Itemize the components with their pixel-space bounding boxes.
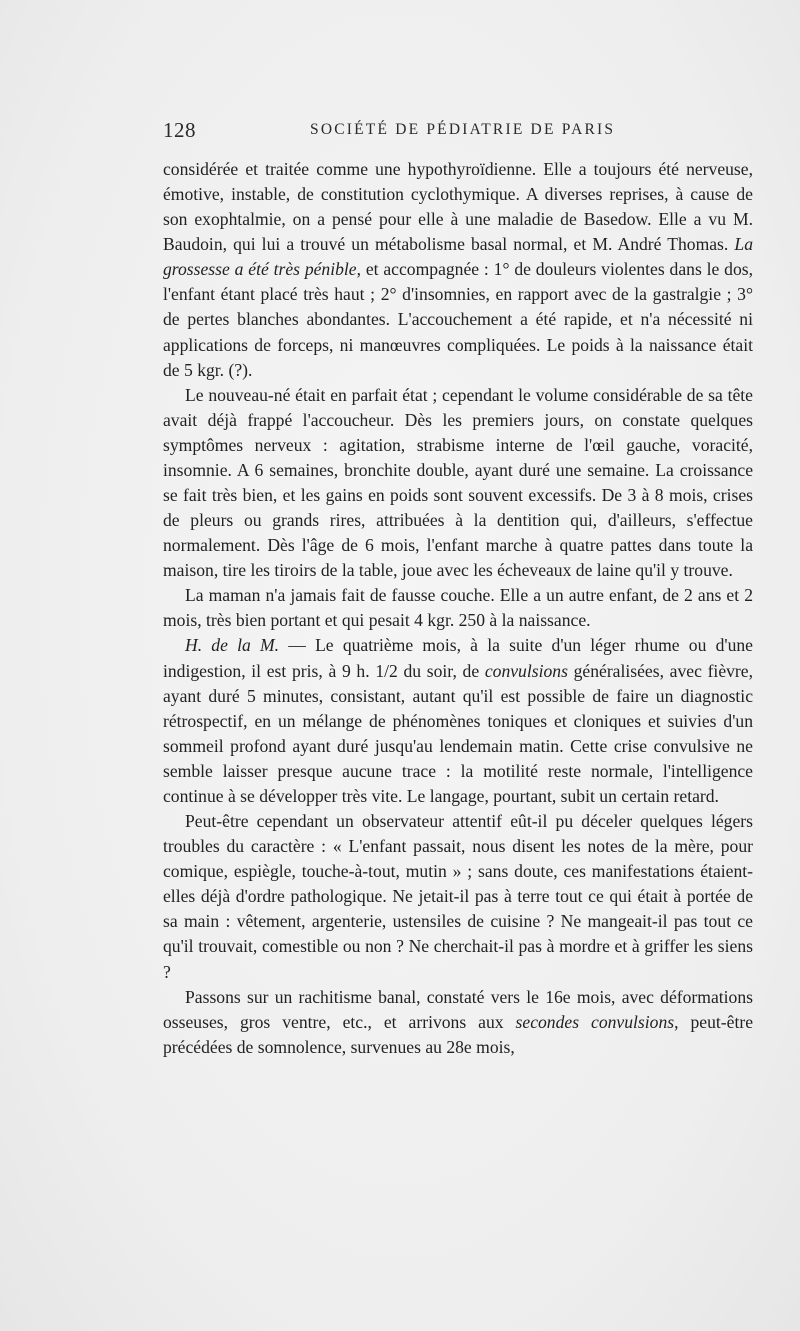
text-segment: — Le quatrième mois, à la suite d'un léger rhume ou d'une indigestion, il est pris, à 9 h. 1/2 du soir, de bbox=[163, 635, 753, 681]
text-segment: , peut-être précédées de somnolence, survenues au 28e mois, bbox=[163, 1011, 753, 1057]
italic-segment: H. de la M. bbox=[185, 635, 280, 656]
text-segment: La maman n'a jamais fait de fausse couche. Elle a un autre enfant, de 2 ans et 2 mois, très bien portant et qui pesait 4 kgr. 250 à la naissance. bbox=[163, 585, 753, 631]
body-text bbox=[163, 157, 753, 1060]
paragraph bbox=[163, 583, 753, 633]
paragraph bbox=[163, 985, 753, 1060]
page-header bbox=[163, 118, 753, 146]
italic-segment: La grossesse a été très pénible bbox=[163, 234, 753, 280]
text-segment: considérée et traitée comme une hypothyroïdienne. Elle a toujours été nerveuse, émotive, instable, de constitution cyclothymique. A diverses reprises, à cause de son exophtalmie, on a pensé pour elle à une maladie de Basedow. Elle a vu M. Baudoin, qui lui a trouvé un métabolisme basal normal, et M. André Thomas. bbox=[163, 159, 753, 255]
text-segment: Peut-être cependant un observateur attentif eût-il pu déceler quelques légers troubles du caractère : « L'enfant passait, nous disent les notes de la mère, pour comique, espiègle, touche-à-tout, mutin » ; sans doute, ces manifestations étaient-elles déjà d'ordre pathologique. Ne jetait-il pas à terre tout ce qui était à portée de sa main : vêtement, argenterie, ustensiles de cuisine ? Ne mangeait-il pas tout ce qu'il trouvait, comestible ou non ? Ne cherchait-il pas à mordre et à griffer les siens ? bbox=[163, 811, 753, 982]
italic-segment: convulsions bbox=[484, 660, 568, 681]
text-segment: Le nouveau-né était en parfait état ; cependant le volume considérable de sa tête avait déjà frappé l'accoucheur. Dès les premiers jours, on constate quelques symptômes nerveux : agitation, strabisme interne de l'œil gauche, voracité, insomnie. A 6 semaines, bronchite double, ayant duré une semaine. La croissance se fait très bien, et les gains en poids sont souvent excessifs. De 3 à 8 mois, crises de pleurs ou grands rires, attribuées à la dentition qui, d'ailleurs, s'effectue normalement. Dès l'âge de 6 mois, l'enfant marche à quatre pattes dans toute la maison, tire les tiroirs de la table, joue avec les écheveaux de laine qu'il y trouve. bbox=[163, 384, 753, 581]
italic-segment: secondes convulsions bbox=[515, 1011, 675, 1032]
text-segment: généralisées, avec fièvre, ayant duré 5 minutes, consistant, autant qu'il est possible de faire un diagnostic rétrospectif, en un mélange de phénomènes toniques et cloniques et suivies d'un sommeil profond ayant duré jusqu'au lendemain matin. Cette crise convulsive ne semble laisser presque aucune trace : la motilité reste normale, l'intelligence continue à se développer très vite. Le langage, pourtant, subit un certain retard. bbox=[163, 660, 753, 806]
paragraph bbox=[163, 157, 753, 383]
running-head: SOCIÉTÉ DE PÉDIATRIE DE PARIS bbox=[310, 121, 616, 138]
paragraph bbox=[163, 633, 753, 809]
paragraph bbox=[163, 809, 753, 985]
text-segment: Passons sur un rachitisme banal, constaté vers le 16e mois, avec déformations osseuses, gros ventre, etc., et arrivons aux bbox=[163, 986, 753, 1032]
text-segment: , et accompagnée : 1° de douleurs violentes dans le dos, l'enfant étant placé très haut ; 2° d'insomnies, en rapport avec de la gastralgie ; 3° de pertes blanches abondantes. L'accouchement a été rapide, et n'a nécessité ni applications de forceps, ni manœuvres compliquées. Le poids à la naissance était de 5 kgr. (?). bbox=[163, 259, 753, 380]
page-number: 128 bbox=[163, 118, 196, 142]
paragraph bbox=[163, 383, 753, 584]
